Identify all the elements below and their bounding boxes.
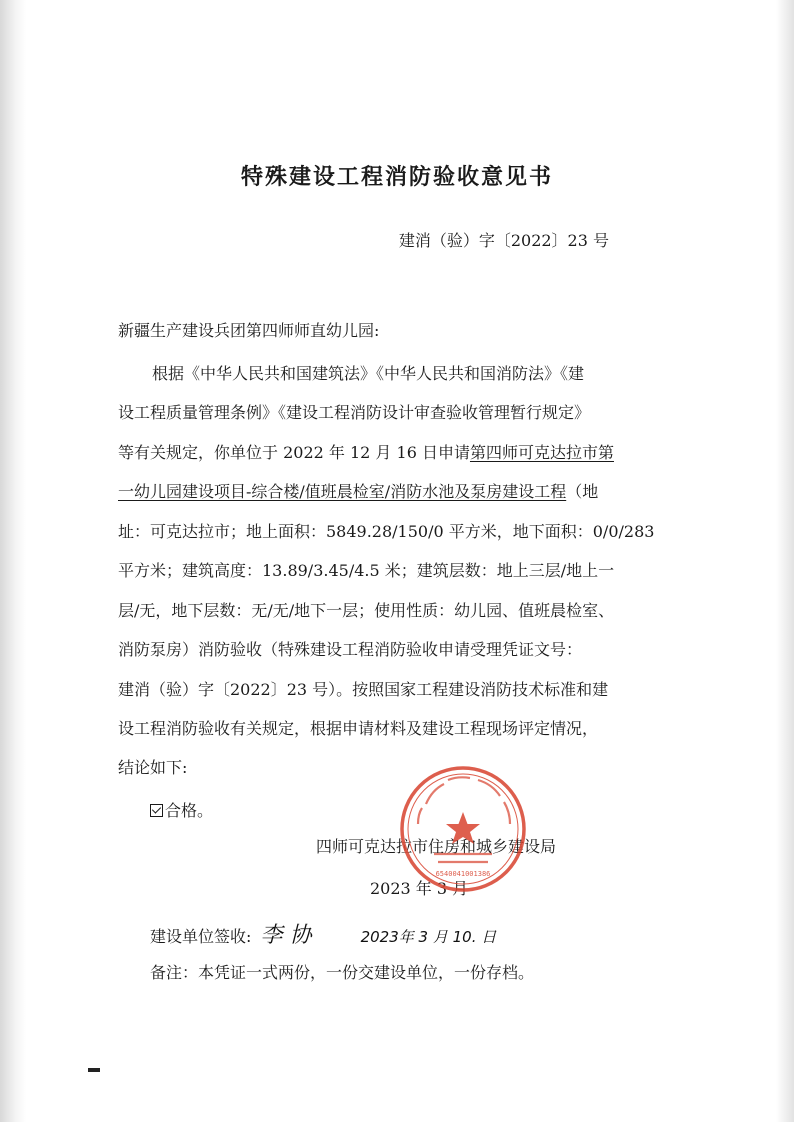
issuing-authority: 四师可克达拉市住房和城乡建设局 bbox=[316, 837, 557, 856]
scan-mark bbox=[88, 1068, 100, 1072]
sign-label: 建设单位签收: bbox=[150, 927, 252, 946]
body-line-10: 设工程消防验收有关规定，根据申请材料及建设工程现场评定情况， bbox=[118, 719, 599, 738]
issue-date: 2023 年 3 月 bbox=[370, 879, 469, 898]
body-line-3: 等有关规定，你单位于 2022 年 12 月 16 日申请第四师可克达拉市第 bbox=[118, 443, 614, 462]
seal-code: 6540041001386 bbox=[435, 870, 491, 878]
project-name-underlined-cont: 一幼儿园建设项目-综合楼/值班晨检室/消防水池及泵房建设工程 bbox=[118, 482, 567, 501]
recipient: 新疆生产建设兵团第四师师直幼儿园: bbox=[118, 321, 380, 340]
body-line-9: 建消（验）字〔2022〕23 号）。按照国家工程建设消防技术标准和建 bbox=[118, 680, 609, 699]
body-line-8: 消防泵房）消防验收（特殊建设工程消防验收申请受理凭证文号： bbox=[118, 640, 583, 659]
checked-box-icon bbox=[150, 804, 163, 817]
body-line-6: 平方米；建筑高度：13.89/3.45/4.5 米；建筑层数：地上三层/地上一 bbox=[118, 561, 615, 580]
body-line-4: 一幼儿园建设项目-综合楼/值班晨检室/消防水池及泵房建设工程（地 bbox=[118, 482, 599, 501]
body-line-1: 根据《中华人民共和国建筑法》《中华人民共和国消防法》《建 bbox=[152, 364, 585, 383]
official-seal bbox=[398, 764, 528, 894]
document-title: 特殊建设工程消防验收意见书 bbox=[240, 164, 553, 190]
body-line-2: 设工程质量管理条例》《建设工程消防设计审查验收管理暂行规定》 bbox=[118, 403, 591, 422]
handwritten-signature: 李 协 bbox=[260, 923, 312, 948]
body-line-5: 址：可克达拉市；地上面积：5849.28/150/0 平方米，地下面积：0/0/283 bbox=[118, 522, 655, 541]
conclusion: 合格。 bbox=[150, 798, 213, 821]
remark: 备注：本凭证一式两份，一份交建设单位，一份存档。 bbox=[150, 963, 535, 982]
body-line-7: 层/无，地下层数：无/无/地下一层；使用性质：幼儿园、值班晨检室、 bbox=[118, 601, 615, 620]
signature-row bbox=[150, 918, 496, 949]
document-number: 建消（验）字〔2022〕23 号 bbox=[398, 231, 609, 250]
project-name-underlined: 第四师可克达拉市第 bbox=[469, 443, 614, 462]
body-line-11: 结论如下: bbox=[118, 758, 188, 777]
handwritten-sign-date: 2023年 3 月 10. 日 bbox=[360, 928, 497, 946]
